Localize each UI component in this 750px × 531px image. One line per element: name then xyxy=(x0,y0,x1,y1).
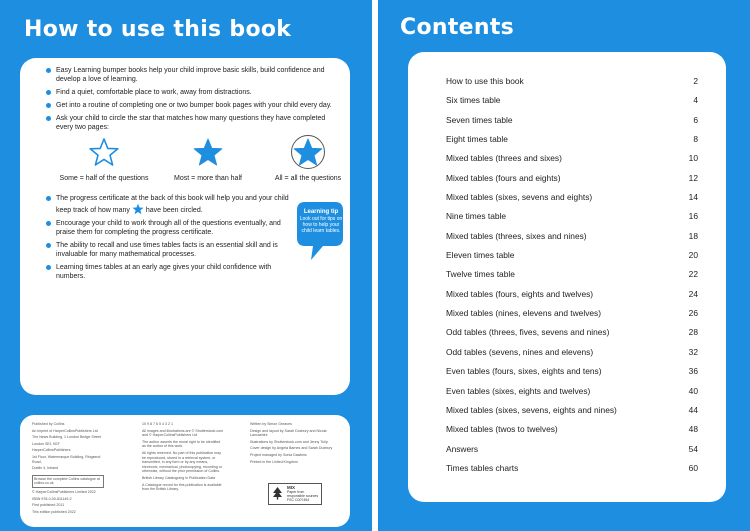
learning-tip-text: Look out for tips on how to help your child learn tables. xyxy=(299,216,343,234)
imprint-line: The author asserts the moral right to be identified as the author of this work. xyxy=(142,439,221,449)
toc-entry xyxy=(446,308,698,318)
star-filled-icon xyxy=(132,203,144,215)
toc-entry-title: How to use this book xyxy=(446,76,524,86)
star-key-label: Most = more than half xyxy=(174,175,242,182)
imprint-line: HarperCollinsPublishers xyxy=(32,448,71,453)
intro-bullet-list xyxy=(46,66,342,136)
toc-entry xyxy=(446,405,698,415)
imprint-line: First published 2011 xyxy=(32,503,65,508)
toc-entry-title: Nine times table xyxy=(446,211,507,222)
table-of-contents xyxy=(446,76,698,482)
toc-entry-page: 32 xyxy=(688,346,698,357)
imprint-line: Published by Collins xyxy=(32,422,65,426)
fsc-line: Paper from xyxy=(287,490,305,494)
toc-entry xyxy=(446,211,698,221)
toc-entry-title: Mixed tables (fours and eights) xyxy=(446,172,561,183)
toc-entry xyxy=(446,444,698,454)
toc-entry-page: 6 xyxy=(693,114,698,125)
imprint-line: Written by Simon Greaves xyxy=(250,422,292,426)
toc-entry xyxy=(446,250,698,260)
toc-entry-title: Mixed tables (twos to twelves) xyxy=(446,424,558,435)
imprint-line: Dublin 4, Ireland xyxy=(32,466,59,471)
list-item: Find a quiet, comfortable place to work, away from distractions. xyxy=(46,88,342,97)
toc-entry-page: 54 xyxy=(688,443,698,454)
toc-entry xyxy=(446,95,698,105)
star-outline-icon xyxy=(89,138,119,166)
imprint-line: This edition published 2022 xyxy=(32,509,76,514)
star-key-most xyxy=(158,138,258,182)
imprint-line: Design and layout by Sarah Duxbury and Nicola Lancashire xyxy=(250,428,327,438)
toc-entry-page: 14 xyxy=(688,192,698,203)
fsc-mix: MIX xyxy=(287,485,296,490)
toc-entry-page: 12 xyxy=(688,172,698,183)
imprint-line: British Library Cataloguing in Publication Data xyxy=(142,475,216,480)
toc-entry-title: Even tables (sixes, eights and twelves) xyxy=(446,385,591,396)
toc-entry xyxy=(446,347,698,357)
toc-entry-page: 10 xyxy=(688,153,698,164)
list-item: Encourage your child to work through all of the questions eventually, and praise them for completing the progress certificate. xyxy=(46,219,294,237)
star-rating-key xyxy=(32,138,342,182)
fsc-line: responsible sources xyxy=(287,494,319,498)
toc-entry-page: 26 xyxy=(688,308,698,319)
imprint-line: A Catalogue record for this publication is available from the British Library. xyxy=(142,482,222,492)
toc-entry xyxy=(446,134,698,144)
star-key-label: All = all the questions xyxy=(274,175,342,182)
list-item xyxy=(46,194,294,215)
list-item: The ability to recall and use times tables facts is an essential skill and is invaluable for many mathematical processes. xyxy=(46,241,294,259)
toc-entry-title: Twelve times table xyxy=(446,269,515,280)
imprint-column-rights xyxy=(142,422,224,494)
page-gutter xyxy=(372,0,378,531)
list-item: Get into a routine of completing one or two bumper book pages with your child every day. xyxy=(46,101,342,110)
toc-entry-title: Even tables (fours, sixes, eights and tens) xyxy=(446,366,602,377)
toc-entry xyxy=(446,115,698,125)
toc-entry xyxy=(446,153,698,163)
toc-entry-title: Eight times table xyxy=(446,134,508,145)
toc-entry-title: Mixed tables (sixes, sevens, eights and nines) xyxy=(446,404,617,415)
toc-entry-title: Mixed tables (fours, eights and twelves) xyxy=(446,288,594,299)
fsc-tree-icon xyxy=(271,486,284,500)
imprint-line: Illustrations by Shutterstock.com and Jenny Tulip xyxy=(250,439,328,444)
toc-entry-page: 60 xyxy=(688,462,698,473)
toc-entry-title: Odd tables (threes, fives, sevens and nines) xyxy=(446,327,610,338)
how-to-use-title: How to use this book xyxy=(24,17,292,42)
toc-entry-page: 16 xyxy=(688,211,698,222)
toc-entry-page: 36 xyxy=(688,366,698,377)
list-item: Ask your child to circle the star that matches how many questions they have completed every two pages: xyxy=(46,114,342,132)
imprint-panel xyxy=(20,415,350,527)
toc-entry-title: Answers xyxy=(446,443,479,454)
toc-entry xyxy=(446,463,698,473)
star-filled-icon xyxy=(193,138,223,166)
imprint-line: An imprint of HarperCollinsPublishers Ltd xyxy=(32,428,98,433)
toc-entry-page: 28 xyxy=(688,327,698,338)
toc-entry-page: 40 xyxy=(688,385,698,396)
toc-entry xyxy=(446,269,698,279)
star-key-some xyxy=(54,138,154,182)
toc-entry-title: Six times table xyxy=(446,95,501,106)
toc-entry-page: 48 xyxy=(688,424,698,435)
toc-entry xyxy=(446,327,698,337)
toc-entry xyxy=(446,173,698,183)
imprint-line: © HarperCollinsPublishers Limited 2022 xyxy=(32,489,96,494)
toc-entry-title: Eleven times table xyxy=(446,250,515,261)
learning-tip xyxy=(299,209,343,234)
imprint-column-credits xyxy=(250,422,340,466)
contents-panel xyxy=(408,52,726,502)
toc-entry-page: 20 xyxy=(688,250,698,261)
toc-entry-page: 24 xyxy=(688,288,698,299)
toc-entry-title: Mixed tables (threes and sixes) xyxy=(446,153,562,164)
fsc-logo xyxy=(268,483,322,505)
imprint-line: London SE1 9GF xyxy=(32,441,60,446)
toc-entry-title: Seven times table xyxy=(446,114,513,125)
imprint-line: Cover design by Angela Barnes and Sarah Duxbury xyxy=(250,446,333,451)
progress-text-end: have been circled. xyxy=(145,207,203,214)
contents-title: Contents xyxy=(400,15,515,40)
toc-entry xyxy=(446,231,698,241)
fsc-code: FSC C007454 xyxy=(287,498,310,502)
toc-entry-title: Odd tables (sevens, nines and elevens) xyxy=(446,346,594,357)
toc-entry xyxy=(446,386,698,396)
imprint-line: All rights reserved. No part of this publication may be reproduced, stored in a retrieval system, or transmitted, in any form or by any means, electronic, mechanical, photocopying, recording or otherwise, without the prior permission of Collins. xyxy=(142,450,223,474)
progress-text-start: The progress certificate at the back of this book will help you and your child keep track of how many xyxy=(56,195,289,214)
guidance-bullet-list xyxy=(46,194,294,285)
toc-entry-title: Times tables charts xyxy=(446,462,519,473)
toc-entry-page: 8 xyxy=(693,134,698,145)
star-key-label: Some = half of the questions xyxy=(59,175,149,182)
imprint-line: Printed in the United Kingdom xyxy=(250,459,298,464)
catalogue-link: Browse the complete Collins catalogue at collins.co.uk xyxy=(32,475,104,488)
imprint-line: ISBN 978-0-00-811149-2 xyxy=(32,496,72,501)
imprint-line: The News Building, 1 London Bridge Street xyxy=(32,435,101,440)
toc-entry-title: Mixed tables (sixes, sevens and eights) xyxy=(446,192,593,203)
toc-entry xyxy=(446,424,698,434)
imprint-line: 1st Floor, Watermarque Building, Ringsend Road, xyxy=(32,454,101,464)
toc-entry xyxy=(446,192,698,202)
toc-entry-title: Mixed tables (threes, sixes and nines) xyxy=(446,230,587,241)
imprint-column-publisher xyxy=(32,422,104,516)
toc-entry-page: 22 xyxy=(688,269,698,280)
imprint-line: 10 9 8 7 6 5 4 3 2 1 xyxy=(142,422,173,426)
star-circled-icon xyxy=(290,134,326,170)
how-to-use-panel xyxy=(20,58,350,395)
list-item: Learning times tables at an early age gives your child confidence with numbers. xyxy=(46,263,294,281)
star-key-all xyxy=(258,134,358,182)
toc-entry-page: 4 xyxy=(693,95,698,106)
toc-entry-page: 18 xyxy=(688,230,698,241)
list-item: Easy Learning bumper books help your child improve basic skills, build confidence and develop a love of learning. xyxy=(46,66,342,84)
toc-entry-page: 44 xyxy=(688,404,698,415)
imprint-line: Project managed by Sonia Dawkins xyxy=(250,452,307,457)
toc-entry-page: 2 xyxy=(693,76,698,86)
toc-entry xyxy=(446,76,698,86)
toc-entry xyxy=(446,366,698,376)
imprint-line: All images and illustrations are © Shutterstock.com and © HarperCollinsPublishers Ltd xyxy=(142,428,224,438)
learning-tip-heading: Learning tip xyxy=(303,209,339,215)
toc-entry xyxy=(446,289,698,299)
toc-entry-title: Mixed tables (nines, elevens and twelves) xyxy=(446,308,602,319)
